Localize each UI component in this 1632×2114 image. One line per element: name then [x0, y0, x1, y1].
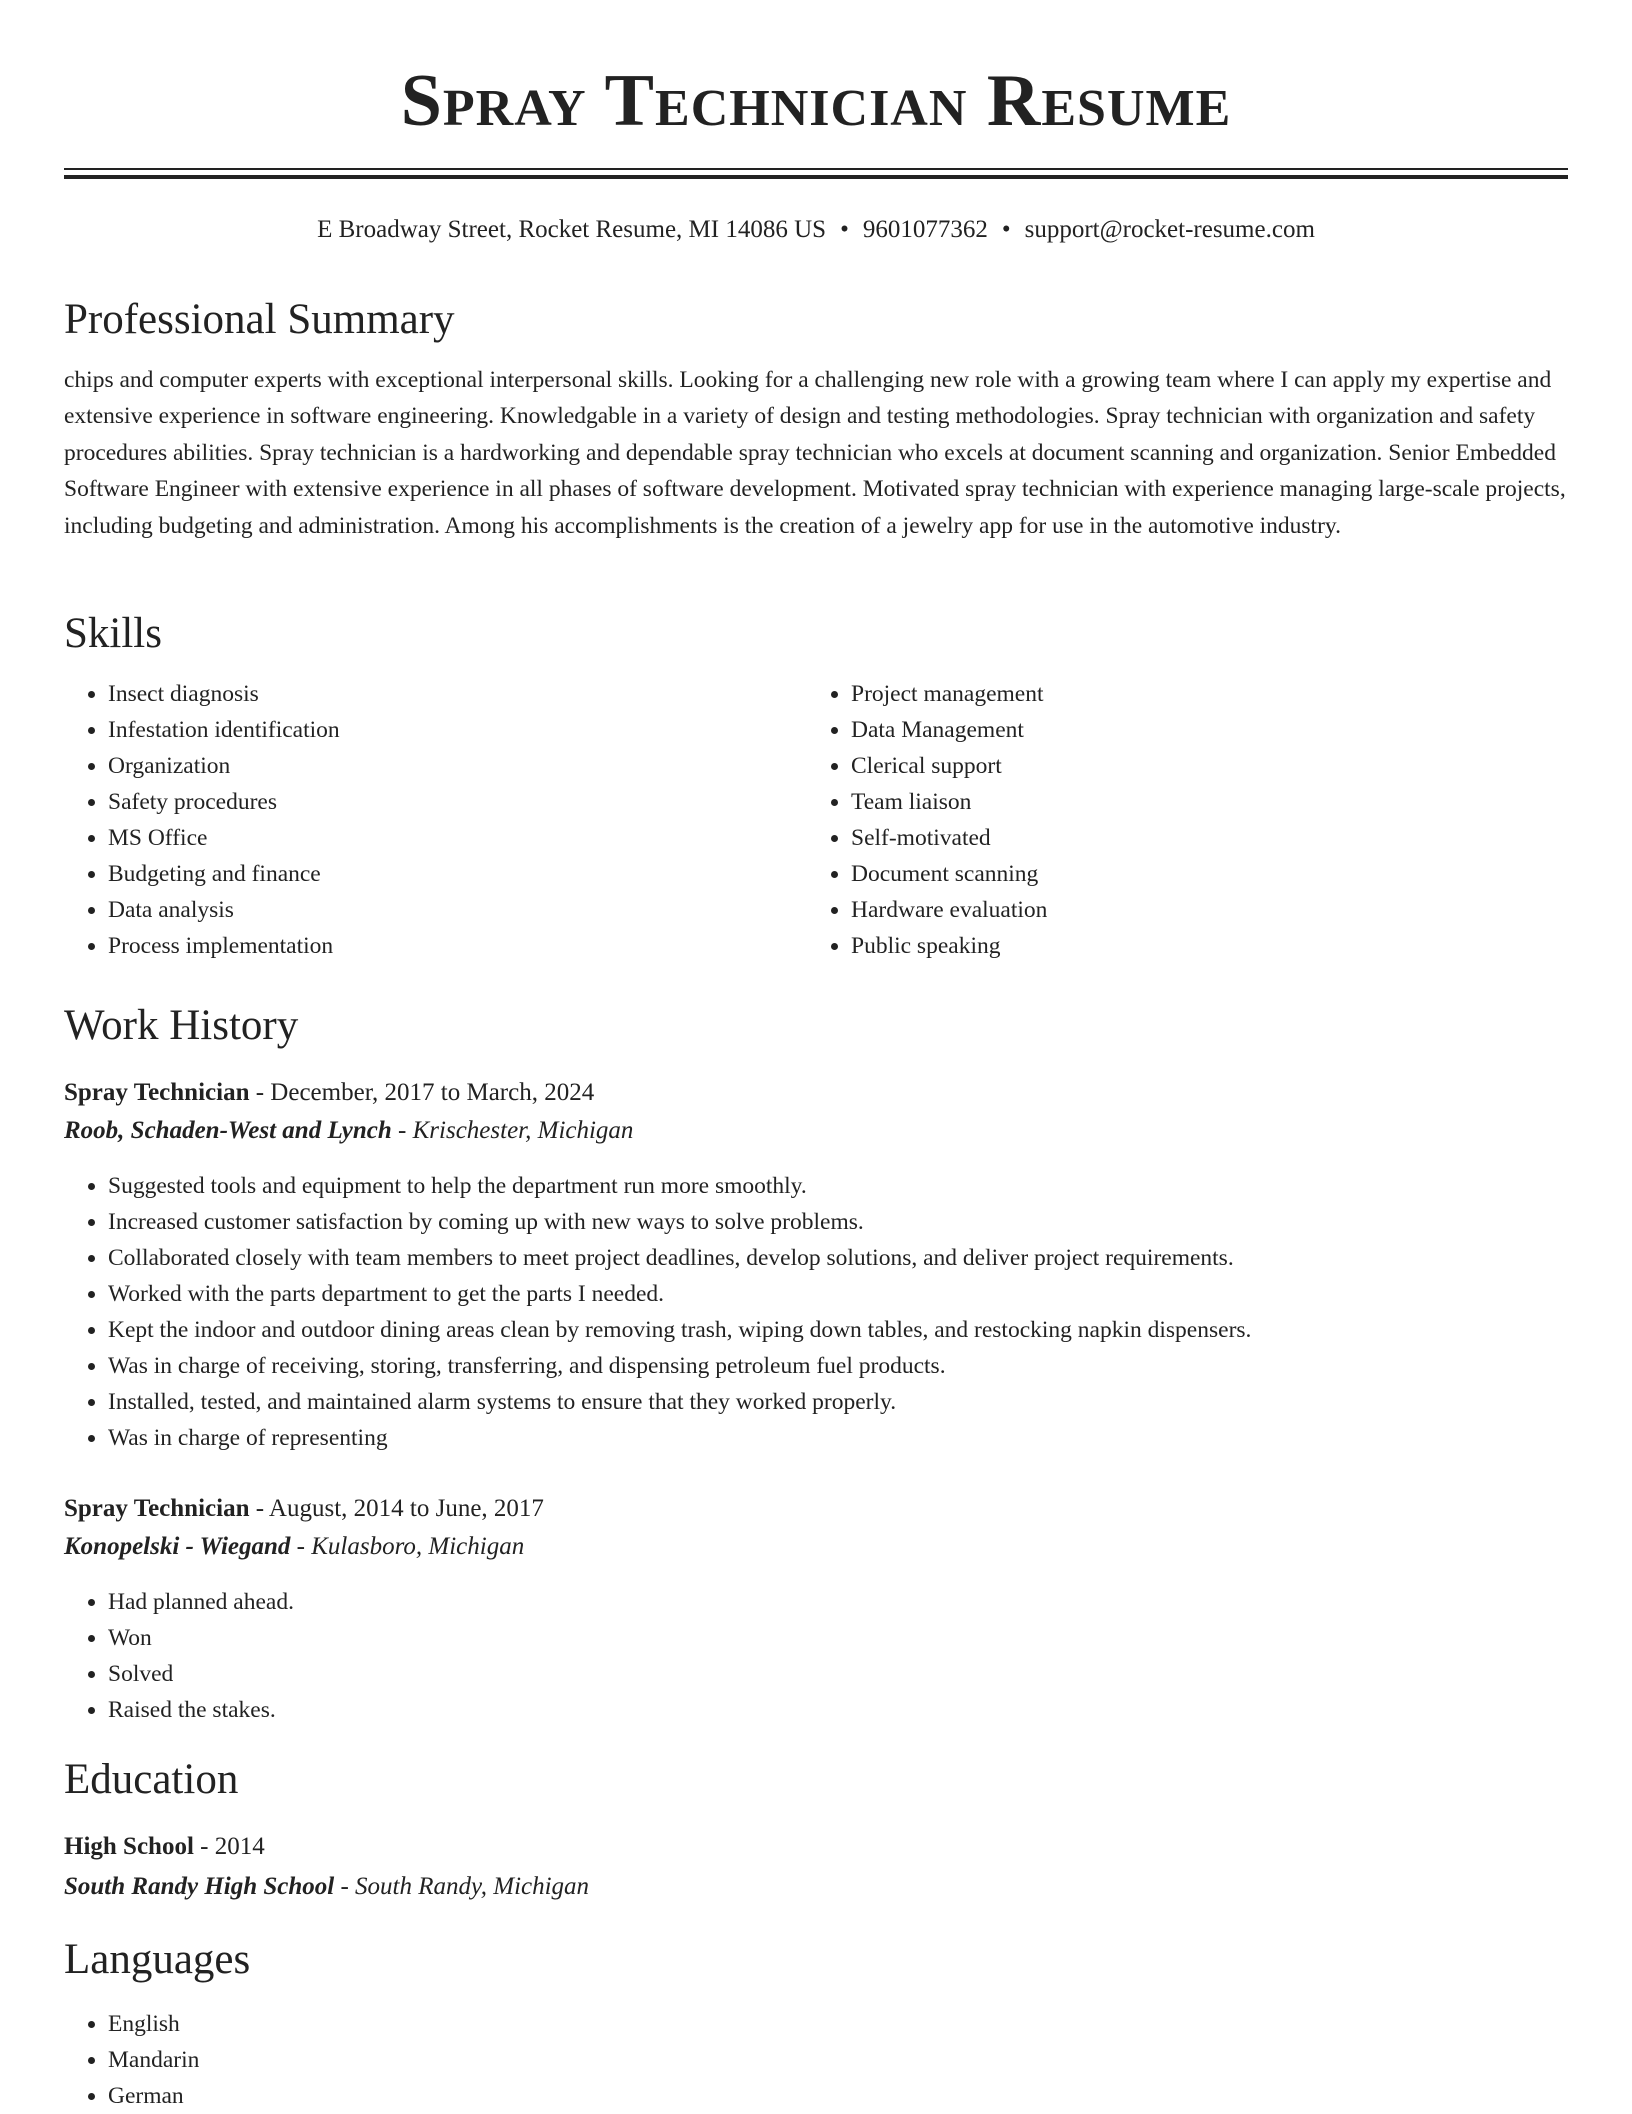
job-company-line: [64, 1113, 633, 1149]
title-divider-thin: [64, 168, 1568, 170]
languages-heading: Languages: [64, 1936, 251, 1983]
skill-item: • Self-motivated: [851, 820, 1551, 856]
skill-item: • MS Office: [108, 820, 808, 856]
job-company-line: [64, 1529, 524, 1565]
contact-phone: 9601077362: [862, 216, 988, 243]
job-bullet: • Was in charge of representing: [108, 1420, 1568, 1456]
job-title-line: [64, 1075, 594, 1111]
skill-item: • Organization: [108, 748, 808, 784]
education-degree: High School: [64, 1833, 194, 1860]
contact-separator: •: [1001, 216, 1011, 243]
job-bullet: • Kept the indoor and outdoor dining areas clean by removing trash, wiping down tables, and restocking napkin dispensers.: [108, 1312, 1568, 1348]
summary-heading: Professional Summary: [64, 296, 455, 343]
education-year: - 2014: [193, 1833, 265, 1860]
skills-list-right: [807, 676, 1551, 964]
skill-item: • Public speaking: [851, 928, 1551, 964]
contact-separator: •: [840, 216, 849, 243]
skills-list-left: [64, 676, 808, 964]
education-heading: Education: [64, 1756, 239, 1803]
education-school: South Randy High School: [64, 1873, 335, 1900]
job-bullet: • Raised the stakes.: [108, 1692, 1568, 1728]
job-company: Konopelski - Wiegand: [64, 1533, 291, 1560]
job-bullet: • Worked with the parts department to get the parts I needed.: [108, 1276, 1568, 1312]
summary-text: chips and computer experts with exceptional interpersonal skills. Looking for a challenging new role with a growing team where I can apply my expertise and extensive experience in software engineering. Knowledgable in a variety of design and testing methodologies. Spray technician with organization and safety procedures abilities. Spray technician is a hardworking and dependable spray technician who excels at document scanning and organization. Senior Embedded Software Engineer with extensive experience in all phases of software development. Motivated spray technician with experience managing large-scale projects, including budgeting and administration. Among his accomplishments is the creation of a jewelry app for use in the automotive industry.: [64, 367, 1566, 539]
job-location: - Kulasboro, Michigan: [290, 1533, 525, 1560]
resume-title: Spray Technician Resume: [400, 60, 1232, 142]
job-dates: - December, 2017 to March, 2024: [249, 1079, 595, 1106]
job-company: Roob, Schaden-West and Lynch: [64, 1117, 392, 1144]
job-bullet: • Increased customer satisfaction by coming up with new ways to solve problems.: [108, 1204, 1568, 1240]
skill-item: • Process implementation: [108, 928, 808, 964]
job-dates: - August, 2014 to June, 2017: [249, 1495, 544, 1522]
job-title: Spray Technician: [64, 1079, 250, 1106]
skills-heading: Skills: [64, 610, 162, 657]
skill-item: • Budgeting and finance: [108, 856, 808, 892]
skill-item: • Data Management: [851, 712, 1551, 748]
job-bullet: • Had planned ahead.: [108, 1584, 1568, 1620]
skill-item: • Safety procedures: [108, 784, 808, 820]
work-history-heading: Work History: [64, 1002, 299, 1049]
education-degree-line: [64, 1829, 265, 1865]
skill-item: • Insect diagnosis: [108, 676, 808, 712]
job-title: Spray Technician: [64, 1495, 250, 1522]
language-item: • German: [108, 2078, 808, 2114]
skill-item: • Infestation identification: [108, 712, 808, 748]
job-responsibilities: [64, 1584, 1568, 1728]
job-bullet: • Won: [108, 1620, 1568, 1656]
job-bullet: • Suggested tools and equipment to help the department run more smoothly.: [108, 1168, 1568, 1204]
job-responsibilities: [64, 1168, 1568, 1456]
language-item: • English: [108, 2006, 808, 2042]
skill-item: • Hardware evaluation: [851, 892, 1551, 928]
job-bullet: • Installed, tested, and maintained alarm systems to ensure that they worked properly.: [108, 1384, 1568, 1420]
skill-item: • Document scanning: [851, 856, 1551, 892]
education-location: - South Randy, Michigan: [334, 1873, 590, 1900]
contact-address: E Broadway Street, Rocket Resume, MI 14086 US: [317, 216, 827, 243]
contact-email: support@rocket-resume.com: [1024, 216, 1315, 243]
education-school-line: [64, 1869, 589, 1905]
title-divider-thick: [64, 175, 1568, 179]
job-title-line: [64, 1491, 544, 1527]
skill-item: • Team liaison: [851, 784, 1551, 820]
contact-line: [64, 213, 1568, 247]
job-location: - Krischester, Michigan: [391, 1117, 634, 1144]
job-bullet: • Collaborated closely with team members to meet project deadlines, develop solutions, and deliver project requirements.: [108, 1240, 1568, 1276]
job-bullet: • Solved: [108, 1656, 1568, 1692]
skill-item: • Data analysis: [108, 892, 808, 928]
language-item: • Mandarin: [108, 2042, 808, 2078]
job-bullet: • Was in charge of receiving, storing, transferring, and dispensing petroleum fuel products.: [108, 1348, 1568, 1384]
languages-list: [64, 2006, 808, 2114]
skill-item: • Project management: [851, 676, 1551, 712]
skill-item: • Clerical support: [851, 748, 1551, 784]
